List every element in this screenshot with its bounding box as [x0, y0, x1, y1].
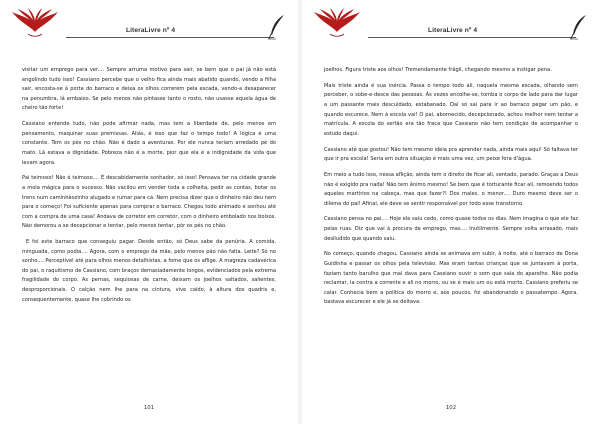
winged-emblem-icon [310, 6, 364, 38]
page-number: 102 [445, 405, 457, 411]
header-rule [66, 37, 274, 38]
paragraph: Cassiano pensa no pai.... Hoje ele saiu cedo, como quase todos os dias. Nem imagina o que ele faz pelas ruas. Diz que vai à procura de emprego, mas.... Inutilmente. Sempre volta arrasado, mais desiludido que quando saiu. [324, 216, 578, 242]
winged-emblem-icon [8, 6, 62, 38]
paragraph: E foi este barraco que conseguiu pagar. Desde então, só Deus sabe da penúria. A comida, minguada, como podia.... Agora, com o emprego da mãe, pelo menos pão não falta. Leite? Só no sonho.... Perceptível até para olhos menos detalhistas, a fome que os aflige. A magreza cadavérica do pai, o raquitismo de Cassiano, com braços demasiadamente longos, evidenciados pela extrema fragilidade do corpo. As pernas, sequiosas de carne, deixam os joelhos saltados, salientes, desproporcionais. O calção nem lhe para na cintura, vive caído, à altura dos quadris e, consequentemente, quase lhe cobrindo os [22, 239, 276, 303]
magazine-title: LiteraLivre nº 4 [126, 27, 176, 34]
paragraph: visitar um emprego para ver.... Sempre arruma motivo para sair, se bem que o pai já não está engolindo tudo isso! Cassiano percebe que o velho fica ainda mais abatido quando, vendo a filha sair, encosta-se à porta do barraco e deixa os olhos correrem pela escada, vendo-a desaparecer na penumbra, lá embaixo. Se pelo menos não pintasse tanto o rosto, não usasse aquela água de cheiro tão forte! [22, 67, 276, 112]
quill-pen-icon [268, 14, 286, 40]
paragraph: joelhos. Figura triste aos olhos! Tremendamente frágil, chegando mesmo a instigar pena. [324, 67, 552, 73]
left-page [6, 0, 292, 424]
page-header [6, 0, 292, 50]
page-body [324, 66, 578, 314]
header-rule [368, 37, 576, 38]
paragraph: Pai teimoso! Não é teimoso.... É descabidamente sonhador, só isso! Pensava ter na cidade grande a mola mágica para o sucesso. Não vacilou em vender toda a colheita, pedir as contas, botar os trens num caminhãozinho alugado e rumar para cá. Nem precisa dizer que o dinheiro não deu nem para o começo! Foi suficiente apenas para comprar o barraco. Chegou todo animado e sonhou até com a compra de uma casa! Andava de corretor em corretor, com o dinheiro embolado nos bolsos. Não demorou a se decepcionar e tentar, pelo menos tentar, pôr os pés no chão. [22, 175, 276, 230]
right-page [308, 0, 594, 424]
magazine-title: LiteraLivre nº 4 [428, 27, 478, 34]
paragraph: Mais triste ainda é sua inércia. Passa o tempo todo ali, naquela mesma escada, olhando sem perceber, o sobe-e-desce das pessoas. Às vezes encolhe-se, tomba o corpo de lado para dar lugar a um passante mais descuidado, estabanado. Daí só sai para ir ao barraco pegar um pão, e quando escurece. Nem à escola vai! O pai, abornecido, decepcionado, achou melhor nem tentar a matrícula. A escola do sertão era tão fraca que Cassiano não tem condição de acompanhar o estudo daqui. [324, 82, 578, 137]
page-body [22, 66, 276, 311]
paragraph: Cassiano entende tudo, não pode afirmar nada, mas tem a liberdade de, pelo menos em pensamento, maquinar suas premissas. Aliás, é isso que faz o tempo todo! A lógica é uma constante. Tem os pés no chão. Não é dado a aventuras. Por ele nunca teriam arredado pé do mato. Lá estava a dignidade. Pobreza não é a morte, pior que ela é a indignidade da vida que levam agora. [22, 121, 276, 166]
paragraph: Em meio a tudo isso, nessa aflição, ainda tem o direito de ficar ali, sentado, parado. Graças a Deus não é exigido pra nada! Não tem ânimo mesmo! Se bem que é torturante ficar ali, remoendo todos aqueles martírios na cabeça, mas que fazer?! Dos males, o menor.... Duro mesmo deve ser o dilema do pai! Afinal, ele deve se sentir responsável por todo esse transtorno. [324, 171, 578, 207]
paragraph: No começo, quando chegou, Cassiano ainda se animava em subir, à noite, até o barraco de Dona Guidinha e passar os olhos pela televisão. Mas eram tantas crianças que se juntavam à porta, faziam tanto barulho que mal dava para Cassiano ouvir o som que saía do aparelho. Não podia reclamar, la contra a corrente e ali no morro, ou se é mais um ou está morto. Cassiano preferiu se calar. Conhecia bem a política do morro e, aos poucos, foi abandonando o passatempo. Agora, bastava escurecer e ele já se deitava. [324, 251, 578, 306]
quill-pen-icon [570, 14, 588, 40]
paragraph: Cassiano até que gostou! Não tem mesmo ideia pra aprender nada, ainda mais aqui! Só faltava ter que ir pra escola! Seria em outra situação é mais uma vez, um peixe fora d'água. [324, 146, 578, 163]
page-header [308, 0, 594, 50]
book-gutter [297, 0, 303, 424]
page-number: 101 [143, 405, 155, 411]
